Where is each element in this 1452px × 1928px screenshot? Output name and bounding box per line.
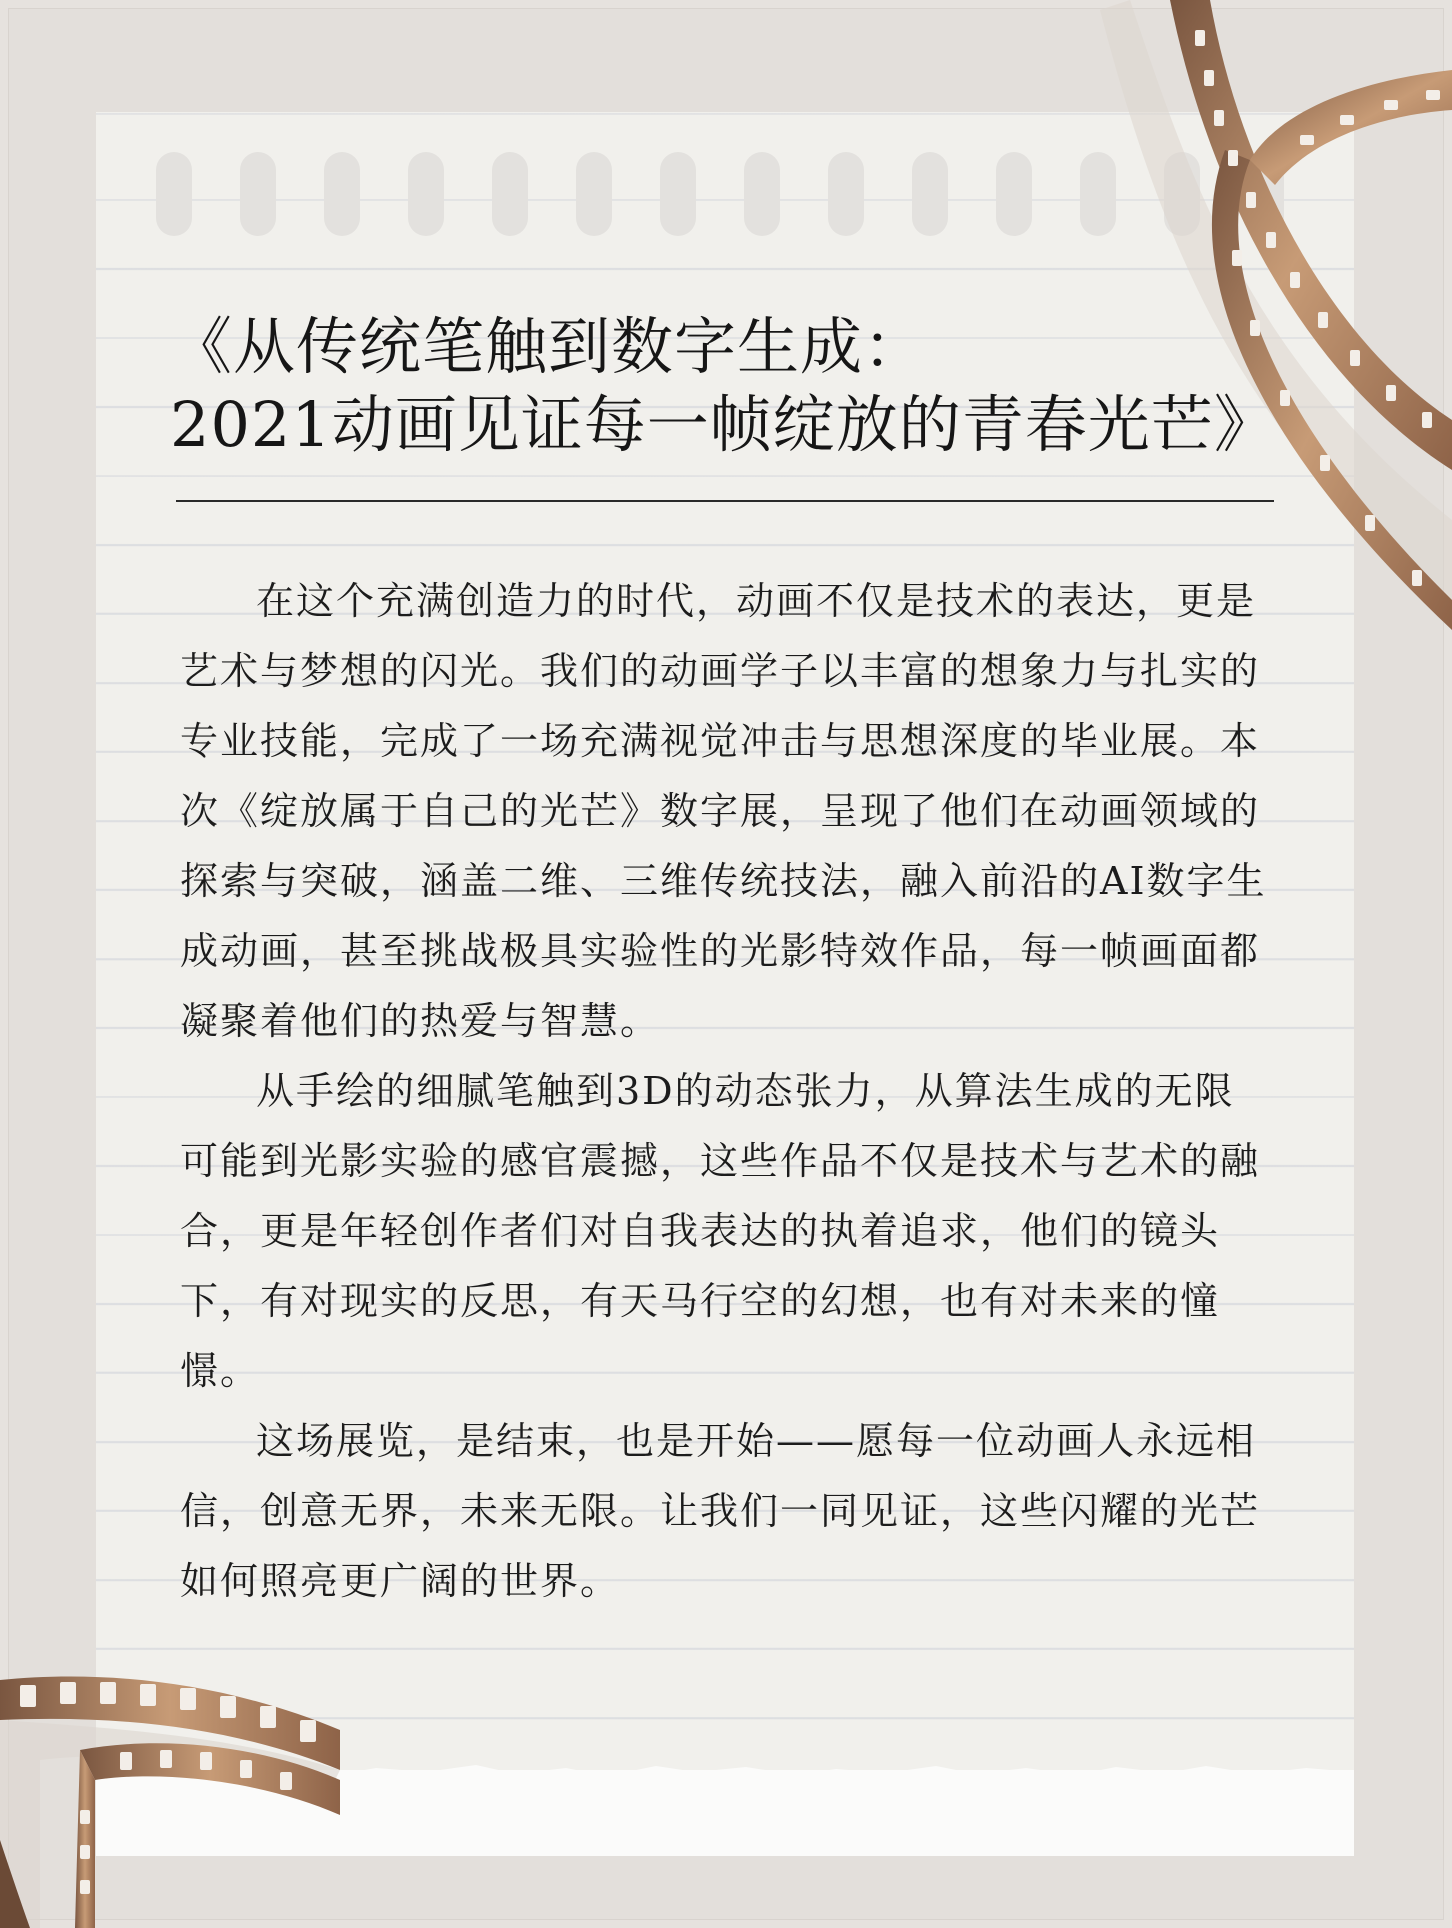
- binder-hole: [744, 152, 780, 236]
- film-strip-bottom-left: [0, 1640, 360, 1928]
- title-divider: [176, 500, 1274, 502]
- binder-hole: [492, 152, 528, 236]
- paragraph: 从手绘的细腻笔触到3D的动态张力，从算法生成的无限可能到光影实验的感官震撼，这些作品不仅是技术与艺术的融合，更是年轻创作者们对自我表达的执着追求，他们的镜头下，有对现实的反思，有天马行空的幻想，也有对未来的憧憬。: [180, 1069, 1261, 1393]
- binder-hole: [408, 152, 444, 236]
- paragraph: 这场展览，是结束，也是开始——愿每一位动画人永远相信，创意无界，未来无限。让我们一同见证，这些闪耀的光芒如何照亮更广阔的世界。: [180, 1419, 1261, 1603]
- binder-hole: [240, 152, 276, 236]
- binder-hole: [996, 152, 1032, 236]
- binder-hole: [912, 152, 948, 236]
- paragraph: 在这个充满创造力的时代，动画不仅是技术的表达，更是艺术与梦想的闪光。我们的动画学子以丰富的想象力与扎实的专业技能，完成了一场充满视觉冲击与思想深度的毕业展。本次《绽放属于自己的光芒》数字展，呈现了他们在动画领域的探索与突破，涵盖二维、三维传统技法，融入前沿的AI数字生成动画，甚至挑战极具实验性的光影特效作品，每一帧画面都凝聚着他们的热爱与智慧。: [180, 579, 1267, 1043]
- title-line-1: 《从传统笔触到数字生成：: [170, 310, 927, 383]
- article-body: [180, 566, 1270, 1616]
- binder-hole: [156, 152, 192, 236]
- binder-hole: [576, 152, 612, 236]
- binder-hole: [828, 152, 864, 236]
- binder-hole: [660, 152, 696, 236]
- title-line-2: 2021动画见证每一帧绽放的青春光芒》: [170, 388, 1277, 461]
- binder-hole: [324, 152, 360, 236]
- article-title: [170, 308, 1277, 464]
